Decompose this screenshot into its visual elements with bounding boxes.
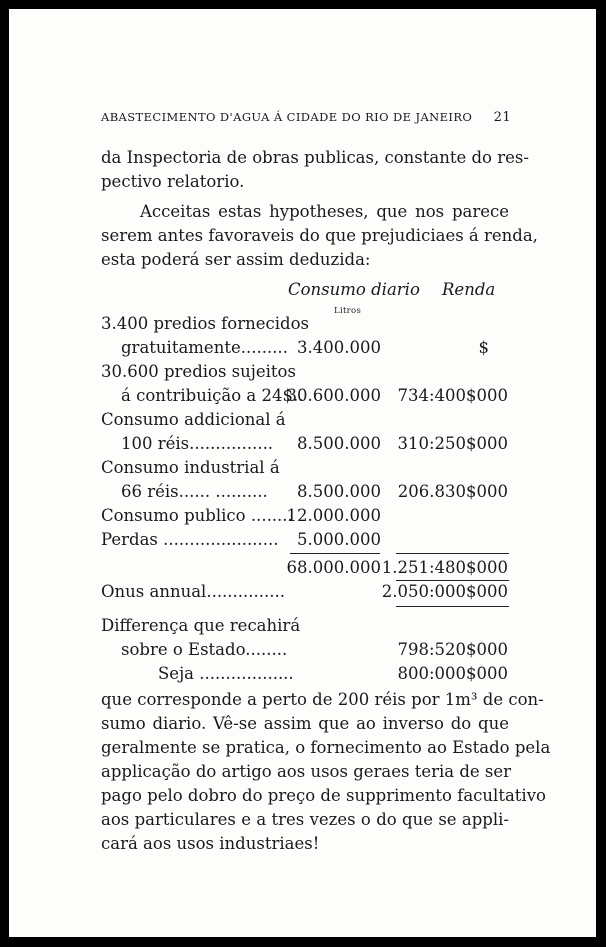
consumo-value: 30.600.000 [286,386,381,405]
diff-label: sobre o Estado........ [121,640,288,659]
row-label: Consumo industrial á [101,458,280,477]
text-line: esta poderá ser assim deduzida: [101,250,371,269]
running-title: ABASTECIMENTO D'AGUA Á CIDADE DO RIO DE JANEIRO [101,110,473,124]
consumo-value: 8.500.000 [297,434,381,453]
text-line: applicação do artigo aos usos geraes teria de ser [101,762,512,781]
row-label: 100 réis................ [121,434,274,453]
consumo-value: 5.000.000 [297,530,381,549]
text-line: geralmente se pratica, o fornecimento ao Estado pela [101,738,551,757]
onus-row [101,580,511,604]
text-line: pago pelo dobro do preço de supprimento facultativo [101,786,546,805]
row-label: Perdas ...................... [101,530,279,549]
row-label: Consumo addicional á [101,410,286,429]
renda-value: 206.830$000 [397,482,508,501]
text-line: sumo diario. Vê-se assim que ao inverso do que [101,714,509,733]
seja-value: 800:000$000 [397,664,508,683]
onus-value: 2.050:000$000 [381,582,508,601]
table-row [101,408,511,432]
row-label: 3.400 predios fornecidos [101,314,309,333]
page-number: 21 [493,110,511,125]
running-header [101,110,511,124]
diff-row [101,614,511,638]
text-line: Acceitas estas hypotheses, que nos parece [140,202,509,221]
renda-value: 310:250$000 [397,434,508,453]
row-label: 66 réis...... .......... [121,482,268,501]
diff-value: 798:520$000 [397,640,508,659]
table-row [101,384,511,408]
sum-rule [290,553,380,554]
table-row [101,456,511,480]
text-line: cará aos usos industriaes! [101,834,320,853]
text-line: pectivo relatorio. [101,172,245,191]
table-row [101,336,511,360]
total-consumo: 68.000.000 [286,558,381,577]
row-label: 30.600 predios sujeitos [101,362,296,381]
onus-label: Onus annual............... [101,582,285,601]
column-header-consumo: Consumo diario [288,280,420,299]
table-row [101,312,511,336]
row-label: á contribuição a 24$.. [121,386,304,405]
seja-row [101,662,511,686]
consumo-value: 8.500.000 [297,482,381,501]
consumo-value: 12.000.000 [286,506,381,525]
table-row [101,480,511,504]
table-row [101,504,511,528]
diff-label: Differença que recahirá [101,616,301,635]
table-row [101,432,511,456]
table-row [101,360,511,384]
renda-unit-mark: $ [478,338,489,357]
text-line: que corresponde a perto de 200 réis por 1m³ de con- [101,690,544,709]
text-line: da Inspectoria de obras publicas, constante do res- [101,148,529,167]
text-line: serem antes favoraveis do que prejudiciaes á renda, [101,226,538,245]
text-line: aos particulares e a tres vezes o do que se appli- [101,810,509,829]
consumo-value: 3.400.000 [297,338,381,357]
diff-row [101,638,511,662]
column-unit-litros: Litros [334,306,362,316]
renda-value: 734:400$000 [397,386,508,405]
total-renda: 1.251:480$000 [381,558,508,577]
total-row [101,556,511,580]
row-label: gratuitamente......... [121,338,288,357]
seja-label: Seja .................. [158,664,294,683]
row-label: Consumo publico ........ [101,506,293,525]
column-header-renda: Renda [442,280,496,299]
sum-rule [396,553,509,554]
table-row [101,528,511,552]
sum-rule [396,606,509,607]
